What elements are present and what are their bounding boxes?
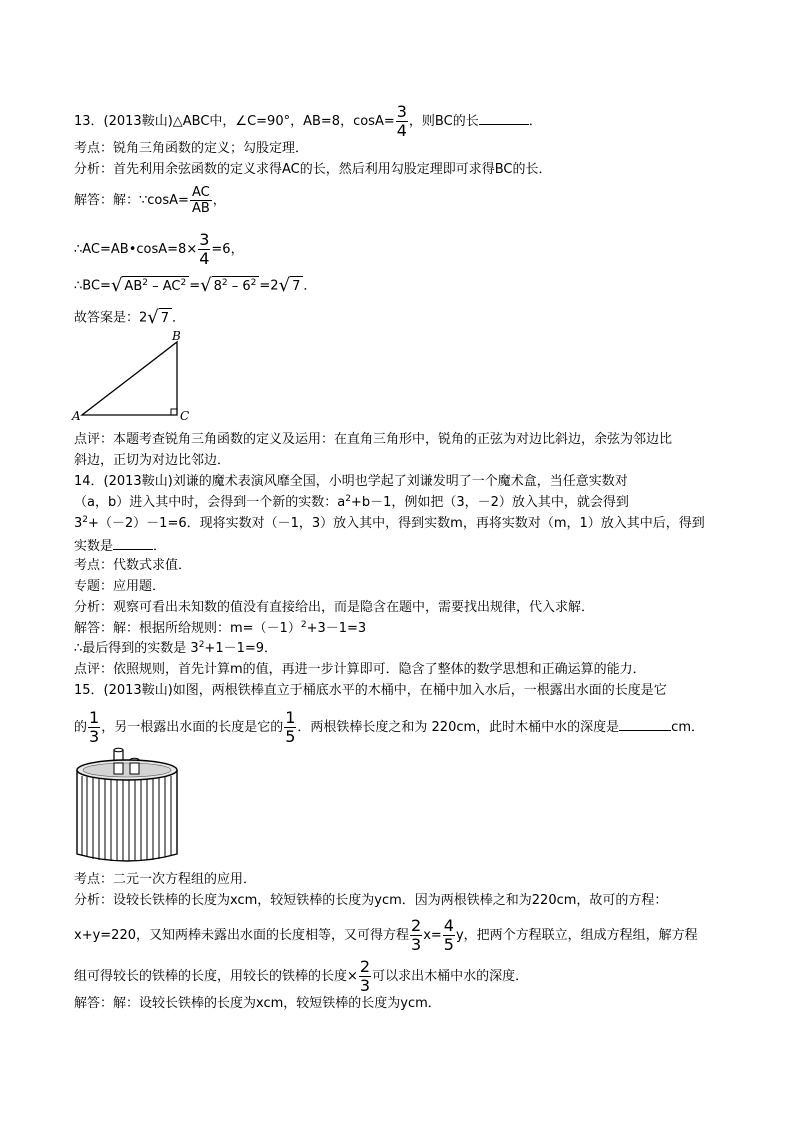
q13-dianping-2: 斜边，正切为对边比邻边． (74, 453, 231, 468)
q13-dianping-1: 点评：本题考查锐角三角函数的定义及运用：在直角三角形中，锐角的正弦为对边比斜边，余弦为邻边比 (74, 432, 673, 447)
q14-jieda: 解答：解：根据所给规则：$m=(-1)^2+3-1=3$ (74, 620, 367, 636)
right-angle-mark (171, 409, 177, 415)
long-rod-top (114, 748, 123, 752)
q13-step-bc: ∴BC= √ $AB^2 - AC^2$ = √ $8^2 - 6^2$ =2 √ 7 ． (74, 275, 317, 296)
q14-line-1: 14．(2013鞍山)刘谦的魔术表演风靡全国，小明也学起了刘谦发明了一个魔术盒，当任意实数对 (74, 474, 628, 489)
q13-kaodian: 考点：锐角三角函数的定义；勾股定理． (74, 141, 309, 156)
right-triangle-figure (70, 330, 200, 420)
q15-jieda: 解答：解：设较长铁棒的长度为xcm，较短铁棒的长度为ycm． (74, 996, 441, 1011)
q15-fenxi-2: x+y=220，又知两棒未露出水面的长度相等，又可得方程 $\frac{2}{3}$ x= $\frac{4}{5}$ y，把两个方程联立，组成方程组，解方程 (74, 916, 698, 954)
q13-step-ac: ∴AC=AB•cosA=8× $\frac{3}{4}$ =6， (74, 230, 244, 268)
q13-sqrt-3: √ 7 (279, 276, 304, 296)
triangle-shape (82, 342, 177, 415)
q13-answer: 故答案是：2 √ 7 ． (74, 307, 186, 328)
q15-fenxi-fraction-2: $\frac{4}{5}$ (443, 916, 454, 954)
q13-cos-fraction: $\frac{AC}{AB}$ (191, 185, 210, 216)
q15-fenxi-1: 分析：设较长铁棒的长度为xcm，较短铁棒的长度为ycm．因为两根铁棒之和为220cm，故可的方程： (74, 893, 668, 908)
q14-kaodian: 考点：代数式求值． (74, 558, 192, 573)
q14-line-3: $3^2+(-2)-1=6$．现将实数对（－1，3）放入其中，得到实数m，再将实数对（m，1）放入其中后，得到 (74, 515, 705, 531)
q13-sqrt-1: √ $AB^2 - AC^2$ (111, 276, 189, 296)
q13-jieda: 解答：解：∵cosA= $\frac{AC}{AB}$ ， (74, 185, 226, 216)
q14-answer-blank (113, 537, 153, 550)
q15-line-1: 15．(2013鞍山)如图，两根铁棒直立于桶底水平的木桶中，在桶中加入水后，一根露出水面的长度是它 (74, 683, 667, 698)
q15-answer-blank (619, 718, 671, 731)
q15-fenxi-3: 组可得较长的铁棒的长度，用较长的铁棒的长度× $\frac{2}{3}$ 可以求出木桶中水的深度． (74, 957, 529, 995)
q14-line-4: 实数是 ． (74, 539, 167, 554)
q14-result: ∴最后得到的实数是 $3^2+1-1=9$． (74, 640, 278, 656)
water-surface (83, 763, 171, 777)
q15-fenxi-fraction-3: $\frac{2}{3}$ (359, 957, 371, 995)
q13-answer-blank (479, 112, 529, 125)
q15-kaodian: 考点：二元一次方程组的应用． (74, 872, 257, 887)
q14-fenxi: 分析：观察可看出未知数的值没有直接给出，而是隐含在题中，需要找出规律，代入求解． (74, 600, 595, 615)
vertex-b-label: B (172, 330, 181, 343)
q13-step-fraction: $\frac{3}{4}$ (199, 230, 210, 268)
q13-fenxi: 分析：首先利用余弦函数的定义求得AC的长，然后利用勾股定理即可求得BC的长． (74, 162, 552, 177)
q15-fraction-2: $\frac{1}{5}$ (285, 708, 296, 746)
q14-zhuanti: 专题：应用题． (74, 579, 166, 594)
q15-fraction-1: $\frac{1}{3}$ (89, 708, 100, 746)
q15-fenxi-fraction-1: $\frac{2}{3}$ (411, 916, 422, 954)
q14-dianping: 点评：依照规则，首先计算m的值，再进一步计算即可．隐含了整体的数学思想和正确运算的能力． (74, 662, 646, 677)
q13-answer-sqrt: √ 7 (147, 308, 172, 328)
barrel-body (77, 770, 177, 861)
vertex-c-label: C (180, 409, 190, 420)
q15-line-2: 的 $\frac{1}{3}$ ，另一根露出水面的长度是它的 $\frac{1}{5}$ ．两根铁棒长度之和为 220cm，此时木桶中水的深度是 cm． (74, 708, 704, 746)
q14-line-2: （a，b）进入其中时，会得到一个新的实数：$a^2+b-1$，例如把（3，－2）放入其中，就会得到 (74, 494, 629, 510)
q13-sqrt-2: √ $8^2 - 6^2$ (200, 276, 259, 296)
q13-stem: 13．(2013鞍山)△ABC中，∠C=90°，AB=8，cosA= $\frac{3}{4}$ ，则BC的长 ． (74, 102, 542, 140)
barrel-figure (72, 746, 182, 866)
q13-stem-fraction: $\frac{3}{4}$ (396, 102, 407, 140)
vertex-a-label: A (72, 409, 81, 420)
